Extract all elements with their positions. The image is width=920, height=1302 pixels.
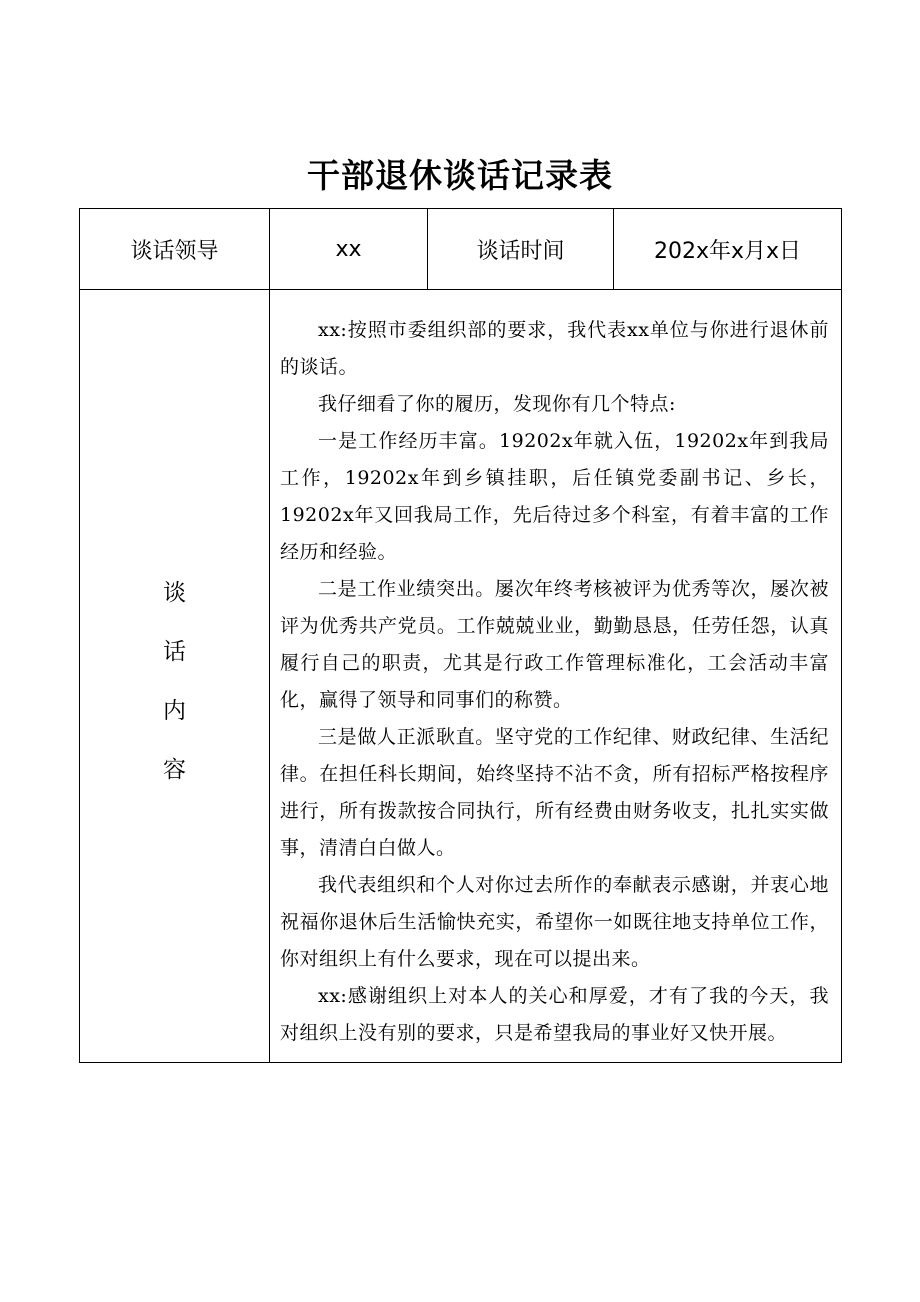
- time-value: 202x年x月x日: [614, 209, 842, 290]
- content-paragraph: 二是工作业绩突出。屡次年终考核被评为优秀等次，屡次被评为优秀共产党员。工作兢兢业业，勤勤恳恳，任劳任怨，认真履行自己的职责，尤其是行政工作管理标准化，工会活动丰富化，赢得了领导和同事们的称赞。: [280, 578, 829, 711]
- header-row: [80, 209, 842, 290]
- content-paragraph: xx:按照市委组织部的要求，我代表xx单位与你进行退休前的谈话。: [280, 319, 829, 378]
- leader-label: 谈话领导: [80, 209, 270, 290]
- content-paragraph: xx:感谢组织上对本人的关心和厚爱，才有了我的今天，我对组织上没有别的要求，只是希望我局的事业好又快开展。: [280, 985, 829, 1044]
- content-paragraph: 三是做人正派耿直。坚守党的工作纪律、财政纪律、生活纪律。在担任科长期间，始终坚持不沾不贪，所有招标严格按程序进行，所有拨款按合同执行，所有经费由财务收支，扎扎实实做事，清清白白做人。: [280, 726, 829, 859]
- content-label-char: 容: [163, 757, 186, 783]
- content-paragraph: 一是工作经历丰富。19202x年就入伍，19202x年到我局工作，19202x年到乡镇挂职，后任镇党委副书记、乡长，19202x年又回我局工作，先后待过多个科室，有着丰富的工作经历和经验。: [280, 430, 829, 563]
- content-cell: [270, 290, 842, 1063]
- content-label-char: 话: [163, 639, 186, 665]
- content-label: [163, 574, 186, 784]
- content-label-char: 谈: [163, 580, 186, 606]
- page-title: 干部退休谈话记录表: [307, 156, 613, 195]
- content-label-cell: [80, 290, 270, 1063]
- leader-value: xx: [270, 209, 428, 290]
- record-table: [79, 208, 842, 1063]
- content-paragraph: 我代表组织和个人对你过去所作的奉献表示感谢，并衷心地祝福你退休后生活愉快充实，希望你一如既往地支持单位工作，你对组织上有什么要求，现在可以提出来。: [280, 874, 829, 970]
- content-paragraph: 我仔细看了你的履历，发现你有几个特点:: [318, 393, 676, 415]
- content-label-char: 内: [163, 698, 186, 724]
- content-row: [80, 290, 842, 1063]
- time-label: 谈话时间: [428, 209, 614, 290]
